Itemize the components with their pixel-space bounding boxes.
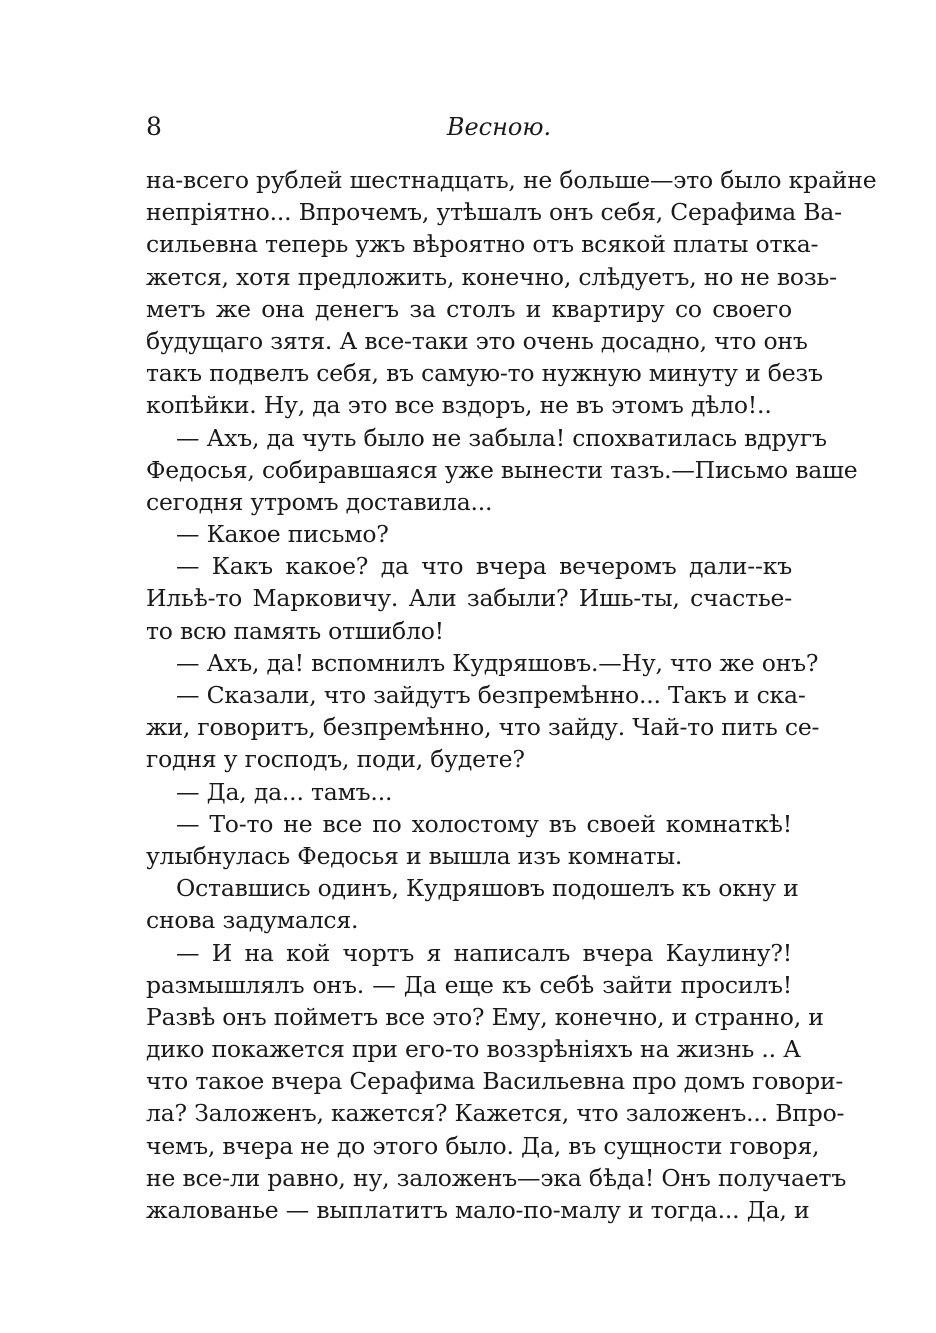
text-line: Оставшись одинъ, Кудряшовъ подошелъ къ окну и: [176, 874, 799, 903]
text-line: годня у господъ, поди, будете?: [146, 745, 525, 774]
text-line: — Сказали, что зайдутъ безпремѣнно... Такъ и ска-: [176, 681, 806, 709]
page-header: [146, 112, 792, 146]
text-line: — Ахъ, да чуть было не забыла! спохватилась вдругъ: [176, 423, 827, 452]
text-line: улыбнулась Федосья и вышла изъ комнаты.: [146, 841, 683, 870]
text-line: жется, хотя предложить, конечно, слѣдуетъ, но не возь-: [146, 262, 837, 291]
text-line: Ильѣ-то Марковичу. Али забыли? Ишь-ты, счастье-: [146, 584, 792, 613]
text-line: такъ подвелъ себя, въ самую-то нужную минуту и безъ: [146, 359, 823, 388]
text-line: копѣйки. Ну, да это все вздоръ, не въ этомъ дѣло!..: [146, 391, 772, 420]
text-line: сильевна теперь ужъ вѣроятно отъ всякой платы отка-: [146, 230, 819, 259]
text-line: чемъ, вчера не до этого было. Да, въ сущности говоря,: [146, 1131, 820, 1160]
text-line: жалованье — выплатитъ мало-по-малу и тогда... Да, и: [146, 1196, 810, 1224]
text-line: жи, говоритъ, безпремѣнно, что зайду. Чай-то пить се-: [146, 713, 820, 742]
text-line: что такое вчера Серафима Васильевна про домъ говори-: [146, 1067, 844, 1096]
text-line: метъ же она денегъ за столъ и квартиру со своего: [146, 294, 792, 323]
text-line: — И на кой чортъ я написалъ вчера Каулину?!: [176, 938, 792, 967]
text-line: дико покажется при его-то воззрѣніяхъ на жизнь .. А: [146, 1035, 801, 1064]
text-line: снова задумался.: [146, 906, 359, 935]
text-line: — Ахъ, да! вспомнилъ Кудряшовъ.—Ну, что же онъ?: [176, 648, 819, 677]
text-line: будущаго зятя. А все-таки это очень досадно, что онъ: [146, 326, 808, 355]
text-line: размышлялъ онъ. — Да еще къ себѣ зайти просилъ!: [146, 970, 792, 999]
text-line: то всю память отшибло!: [146, 616, 444, 645]
text-line: сегодня утромъ доставила...: [146, 487, 493, 516]
text-line: не все-ли равно, ну, заложенъ—эка бѣда! Онъ получаетъ: [146, 1163, 847, 1192]
text-line: Федосья, собиравшаяся уже вынести тазъ.—Письмо ваше: [146, 455, 858, 484]
running-title: Весною.: [446, 113, 552, 141]
text-line: — Какъ какое? да что вчера вечеромъ дали--къ: [176, 552, 792, 581]
text-line: — То-то не все по холостому въ своей комнаткѣ!: [176, 809, 792, 838]
text-line: ла? Заложенъ, кажется? Кажется, что заложенъ... Впро-: [146, 1099, 845, 1128]
text-line: непріятно... Впрочемъ, утѣшалъ онъ себя, Серафима Ва-: [146, 198, 842, 227]
text-line: Развѣ онъ пойметъ все это? Ему, конечно, и странно, и: [146, 1002, 824, 1031]
page-number: 8: [146, 112, 162, 141]
text-line: на-всего рублей шестнадцать, не больше—это было крайне: [146, 166, 877, 194]
text-line: — Какое письмо?: [176, 520, 389, 549]
text-line: — Да, да... тамъ...: [176, 777, 393, 806]
body-text: [146, 164, 877, 1226]
